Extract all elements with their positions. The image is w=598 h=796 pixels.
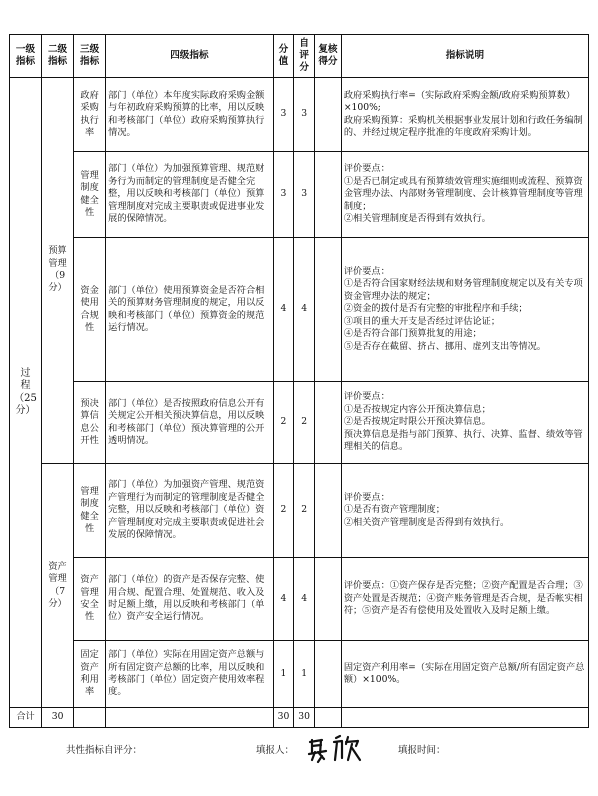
header-level2: 二级 指标	[42, 35, 74, 78]
level3-cell: 固定 资产 利用 率	[74, 641, 106, 708]
review-score-cell	[314, 641, 341, 708]
total-row	[10, 708, 589, 728]
self-eval-label: 共性指标自评分：	[66, 745, 143, 756]
evaluation-table	[9, 34, 589, 728]
self-score-cell: 2	[294, 382, 315, 464]
review-score-cell	[314, 78, 341, 152]
level1-process-cell: 过 程 （25 分）	[10, 78, 42, 708]
total-score: 30	[273, 708, 294, 728]
self-score-cell: 4	[294, 238, 315, 382]
self-score-cell: 1	[294, 641, 315, 708]
table-row	[10, 152, 589, 238]
header-level4: 四级指标	[106, 35, 273, 78]
score-cell: 1	[273, 641, 294, 708]
table-row	[10, 464, 589, 558]
review-score-cell	[314, 238, 341, 382]
total-empty-cell	[106, 708, 273, 728]
level4-cell: 部门（单位）为加强预算管理、规范财务行为而制定的管理制度是否健全完整，用以反映和考核部门（单位）预算管理制度对完成主要职责或促进事业发展的保障情况。	[106, 152, 273, 238]
explain-cell: 评价要点： ①是否有资产管理制度； ②相关资产管理制度是否得到有效执行。	[341, 464, 588, 558]
score-cell: 3	[273, 78, 294, 152]
level3-cell: 预决 算信 息公 开性	[74, 382, 106, 464]
level3-cell: 政府 采购 执行 率	[74, 78, 106, 152]
explain-cell: 评价要点： ①是否已制定或具有预算绩效管理实施细则或流程、预算资金管理办法、内部财务管理制度、会计核算管理制度等管理制度； ②相关管理制度是否得到有效执行。	[341, 152, 588, 238]
score-cell: 2	[273, 382, 294, 464]
explain-cell: 固定资产利用率=（实际在用固定资产总额/所有固定资产总额）×100%。	[341, 641, 588, 708]
table-row	[10, 641, 589, 708]
total-review-score	[314, 708, 341, 728]
level4-cell: 部门（单位）是否按照政府信息公开有关规定公开相关预决算信息，用以反映和考核部门（单位）预决算管理的公开透明情况。	[106, 382, 273, 464]
review-score-cell	[314, 558, 341, 641]
score-cell: 3	[273, 152, 294, 238]
filler-label: 填报人：	[256, 745, 295, 756]
self-score-cell: 3	[294, 78, 315, 152]
table-row	[10, 558, 589, 641]
total-weight: 30	[42, 708, 74, 728]
level4-cell: 部门（单位）实际在用固定资产总额与所有固定资产总额的比率，用以反映和考核部门（单位）固定资产使用效率程度。	[106, 641, 273, 708]
review-score-cell	[314, 152, 341, 238]
evaluation-table-wrapper	[9, 34, 589, 728]
level4-cell: 部门（单位）本年度实际政府采购金额与年初政府采购预算的比率，用以反映和考核部门（单位）政府采购预算执行情况。	[106, 78, 273, 152]
level3-cell: 管理 制度 健全 性	[74, 152, 106, 238]
level3-cell: 管理 制度 健全 性	[74, 464, 106, 558]
level4-cell: 部门（单位）使用预算资金是否符合相关的预算财务管理制度的规定，用以反映和考核部门（单位）预算资金的规范运行情况。	[106, 238, 273, 382]
header-self-score: 自评 分	[294, 35, 315, 78]
footer	[0, 734, 598, 774]
explain-cell: 政府采购执行率=（实际政府采购金额/政府采购预算数）×100%; 政府采购预算：采购机关根据事业发展计划和行政任务编制的、并经过规定程序批准的年度政府采购计划。	[341, 78, 588, 152]
explain-cell: 评价要点： ①是否符合国家财经法规和财务管理制度规定以及有关专项资金管理办法的规定； ②资金的拨付是否有完整的审批程序和手续； ③项目的重大开支是否经过评估论证； ④是否符合部门预算批复的用途； ⑤是否存在截留、挤占、挪用、虚列支出等情况。	[341, 238, 588, 382]
review-score-cell	[314, 382, 341, 464]
level2-asset-cell: 资产 管理 （7 分）	[42, 464, 74, 708]
self-score-cell: 2	[294, 464, 315, 558]
total-self-score: 30	[294, 708, 315, 728]
header-level3: 三级 指标	[74, 35, 106, 78]
filler-signature	[306, 732, 372, 764]
level2-budget-cell: 预算 管理 （9 分）	[42, 78, 74, 464]
header-explain: 指标说明	[341, 35, 588, 78]
header-score: 分 值	[273, 35, 294, 78]
header-row	[10, 35, 589, 78]
review-score-cell	[314, 464, 341, 558]
level3-cell: 资产 管理 安全 性	[74, 558, 106, 641]
total-empty-cell	[74, 708, 106, 728]
total-explain-cell	[341, 708, 588, 728]
table-row	[10, 238, 589, 382]
header-review-score: 复核 得分	[314, 35, 341, 78]
score-cell: 4	[273, 238, 294, 382]
header-level1: 一级 指标	[10, 35, 42, 78]
self-score-cell: 4	[294, 558, 315, 641]
level4-cell: 部门（单位）为加强资产管理、规范资产管理行为而制定的管理制度是否健全完整，用以反映和考核部门（单位）资产管理制度对完成主要职责或促进社会发展的保障情况。	[106, 464, 273, 558]
level3-cell: 资金 使用 合规 性	[74, 238, 106, 382]
score-cell: 4	[273, 558, 294, 641]
level4-cell: 部门（单位）的资产是否保存完整、使用合规、配置合理、处置规范、收入及时足额上缴，用以反映和考核部门（单位）资产安全运行情况。	[106, 558, 273, 641]
total-label: 合计	[10, 708, 42, 728]
table-row	[10, 382, 589, 464]
explain-cell: 评价要点： ①是否按规定内容公开预决算信息； ②是否按规定时限公开预决算信息。 预决算信息是指与部门预算、执行、决算、监督、绩效等管理相关的信息。	[341, 382, 588, 464]
table-row	[10, 78, 589, 152]
fill-date-label: 填报时间：	[398, 745, 446, 756]
self-score-cell: 3	[294, 152, 315, 238]
explain-cell: 评价要点：①资产保存是否完整；②资产配置是否合理；③资产处置是否规范；④资产账务管理是否合规，是否帐实相符；⑤资产是否有偿使用及处置收入及时足额上缴。	[341, 558, 588, 641]
score-cell: 2	[273, 464, 294, 558]
